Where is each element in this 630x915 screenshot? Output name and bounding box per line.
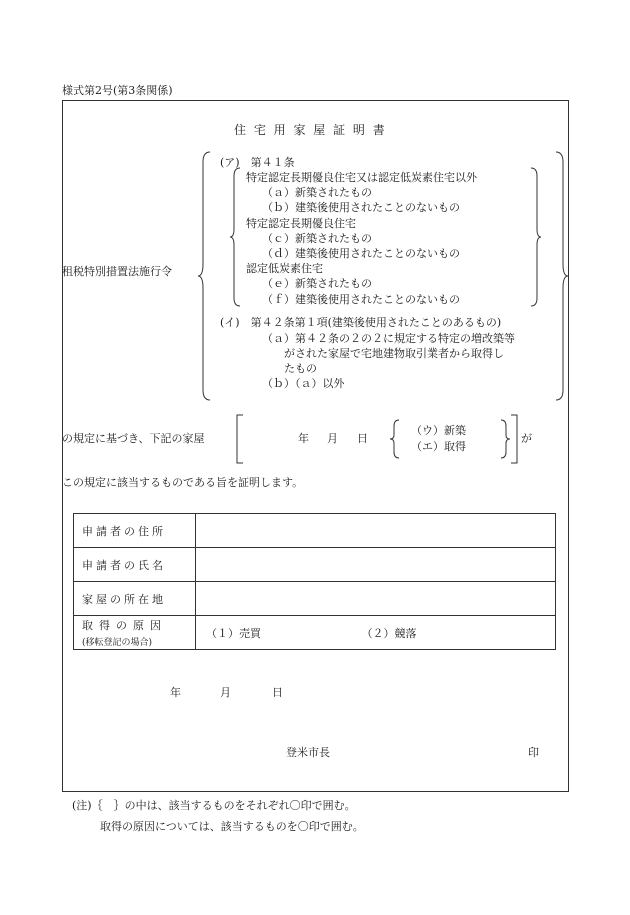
table-row [74, 514, 556, 548]
clause-a-line-9: （ｆ）建築後使用されたことのないもの [262, 293, 460, 306]
date-left-bracket [236, 415, 244, 463]
footnote-1: (注)｛ ｝の中は、該当するものをそれぞれ〇印で囲む。 [72, 799, 356, 812]
clause-a-line-6: （ｄ）建築後使用されたことのないもの [262, 247, 460, 260]
clause-a-heading: (ア) 第４１条 [220, 156, 295, 169]
applicant-address-label: 申請者の住所 [74, 514, 196, 548]
clause-a-line-2: （ａ）新築されたもの [262, 186, 372, 199]
house-location-field[interactable] [196, 582, 556, 616]
acquisition-cause-field [196, 616, 556, 650]
clause-a-line-8: （ｅ）新築されたもの [262, 277, 372, 290]
applicant-name-field[interactable] [196, 548, 556, 582]
certification-statement: この規定に該当するものである旨を証明します。 [62, 476, 304, 489]
date-day-label: 日 [357, 432, 368, 445]
table-row [74, 548, 556, 582]
issuer-name: 登米市長 [286, 746, 330, 759]
option-left-brace [390, 420, 400, 458]
applicant-address-field[interactable] [196, 514, 556, 548]
basis-suffix: が [521, 432, 532, 445]
option-new-construction: （ウ）新築 [411, 424, 466, 437]
inner-left-brace [230, 168, 242, 306]
form-label: 様式第2号(第3条関係) [62, 84, 173, 97]
outer-right-brace [556, 152, 570, 400]
official-seal-mark: 印 [528, 746, 539, 759]
clause-a-line-5: （ｃ）新築されたもの [262, 232, 372, 245]
clause-i-line-2: がされた家屋で宅地建物取引業者から取得し [284, 347, 504, 360]
reason-sale[interactable]: （１）売買 [206, 626, 261, 640]
issue-date-month: 月 [220, 686, 231, 699]
clause-a-line-7: 認定低炭素住宅 [246, 262, 323, 275]
table-row [74, 616, 556, 650]
clause-a-line-3: （ｂ）建築後使用されたことのないもの [262, 201, 460, 214]
option-right-bracket [511, 415, 519, 463]
option-right-brace [501, 420, 511, 458]
clause-a-line-1: 特定認定長期優良住宅又は認定低炭素住宅以外 [246, 171, 477, 184]
acquisition-cause-sublabel: (移転登記の場合) [82, 638, 153, 648]
option-acquisition: （エ）取得 [411, 440, 466, 453]
house-location-label: 家屋の所在地 [74, 582, 196, 616]
clause-i-line-1: （ａ）第４２条の２の２に規定する特定の増改築等 [262, 332, 515, 345]
issue-date-year: 年 [170, 686, 181, 699]
table-row [74, 582, 556, 616]
applicant-info-table [73, 513, 556, 650]
outer-left-brace [198, 152, 212, 400]
date-month-label: 月 [327, 432, 338, 445]
inner-right-brace [531, 168, 543, 306]
basis-text: の規定に基づき、下記の家屋 [62, 432, 205, 445]
ordinance-name: 租税特別措置法施行令 [62, 265, 172, 278]
acquisition-cause-label: 取得の原因 [82, 619, 167, 632]
clause-a-line-4: 特定認定長期優良住宅 [246, 217, 356, 230]
clause-i-heading: (イ) 第４２条第１項(建築後使用されたことのあるもの) [220, 316, 502, 329]
reason-auction[interactable]: （２）競落 [361, 626, 417, 640]
date-year-label: 年 [298, 432, 309, 445]
issue-date-day: 日 [272, 686, 283, 699]
certificate-title: 住 宅 用 家 屋 証 明 書 [234, 123, 387, 137]
footnote-2: 取得の原因については、該当するものを〇印で囲む。 [100, 820, 364, 833]
acquisition-cause-label-cell [74, 616, 196, 650]
clause-i-line-3: たもの [284, 362, 317, 375]
clause-i-line-4: （ｂ）（ａ）以外 [262, 377, 345, 390]
applicant-name-label: 申請者の氏名 [74, 548, 196, 582]
